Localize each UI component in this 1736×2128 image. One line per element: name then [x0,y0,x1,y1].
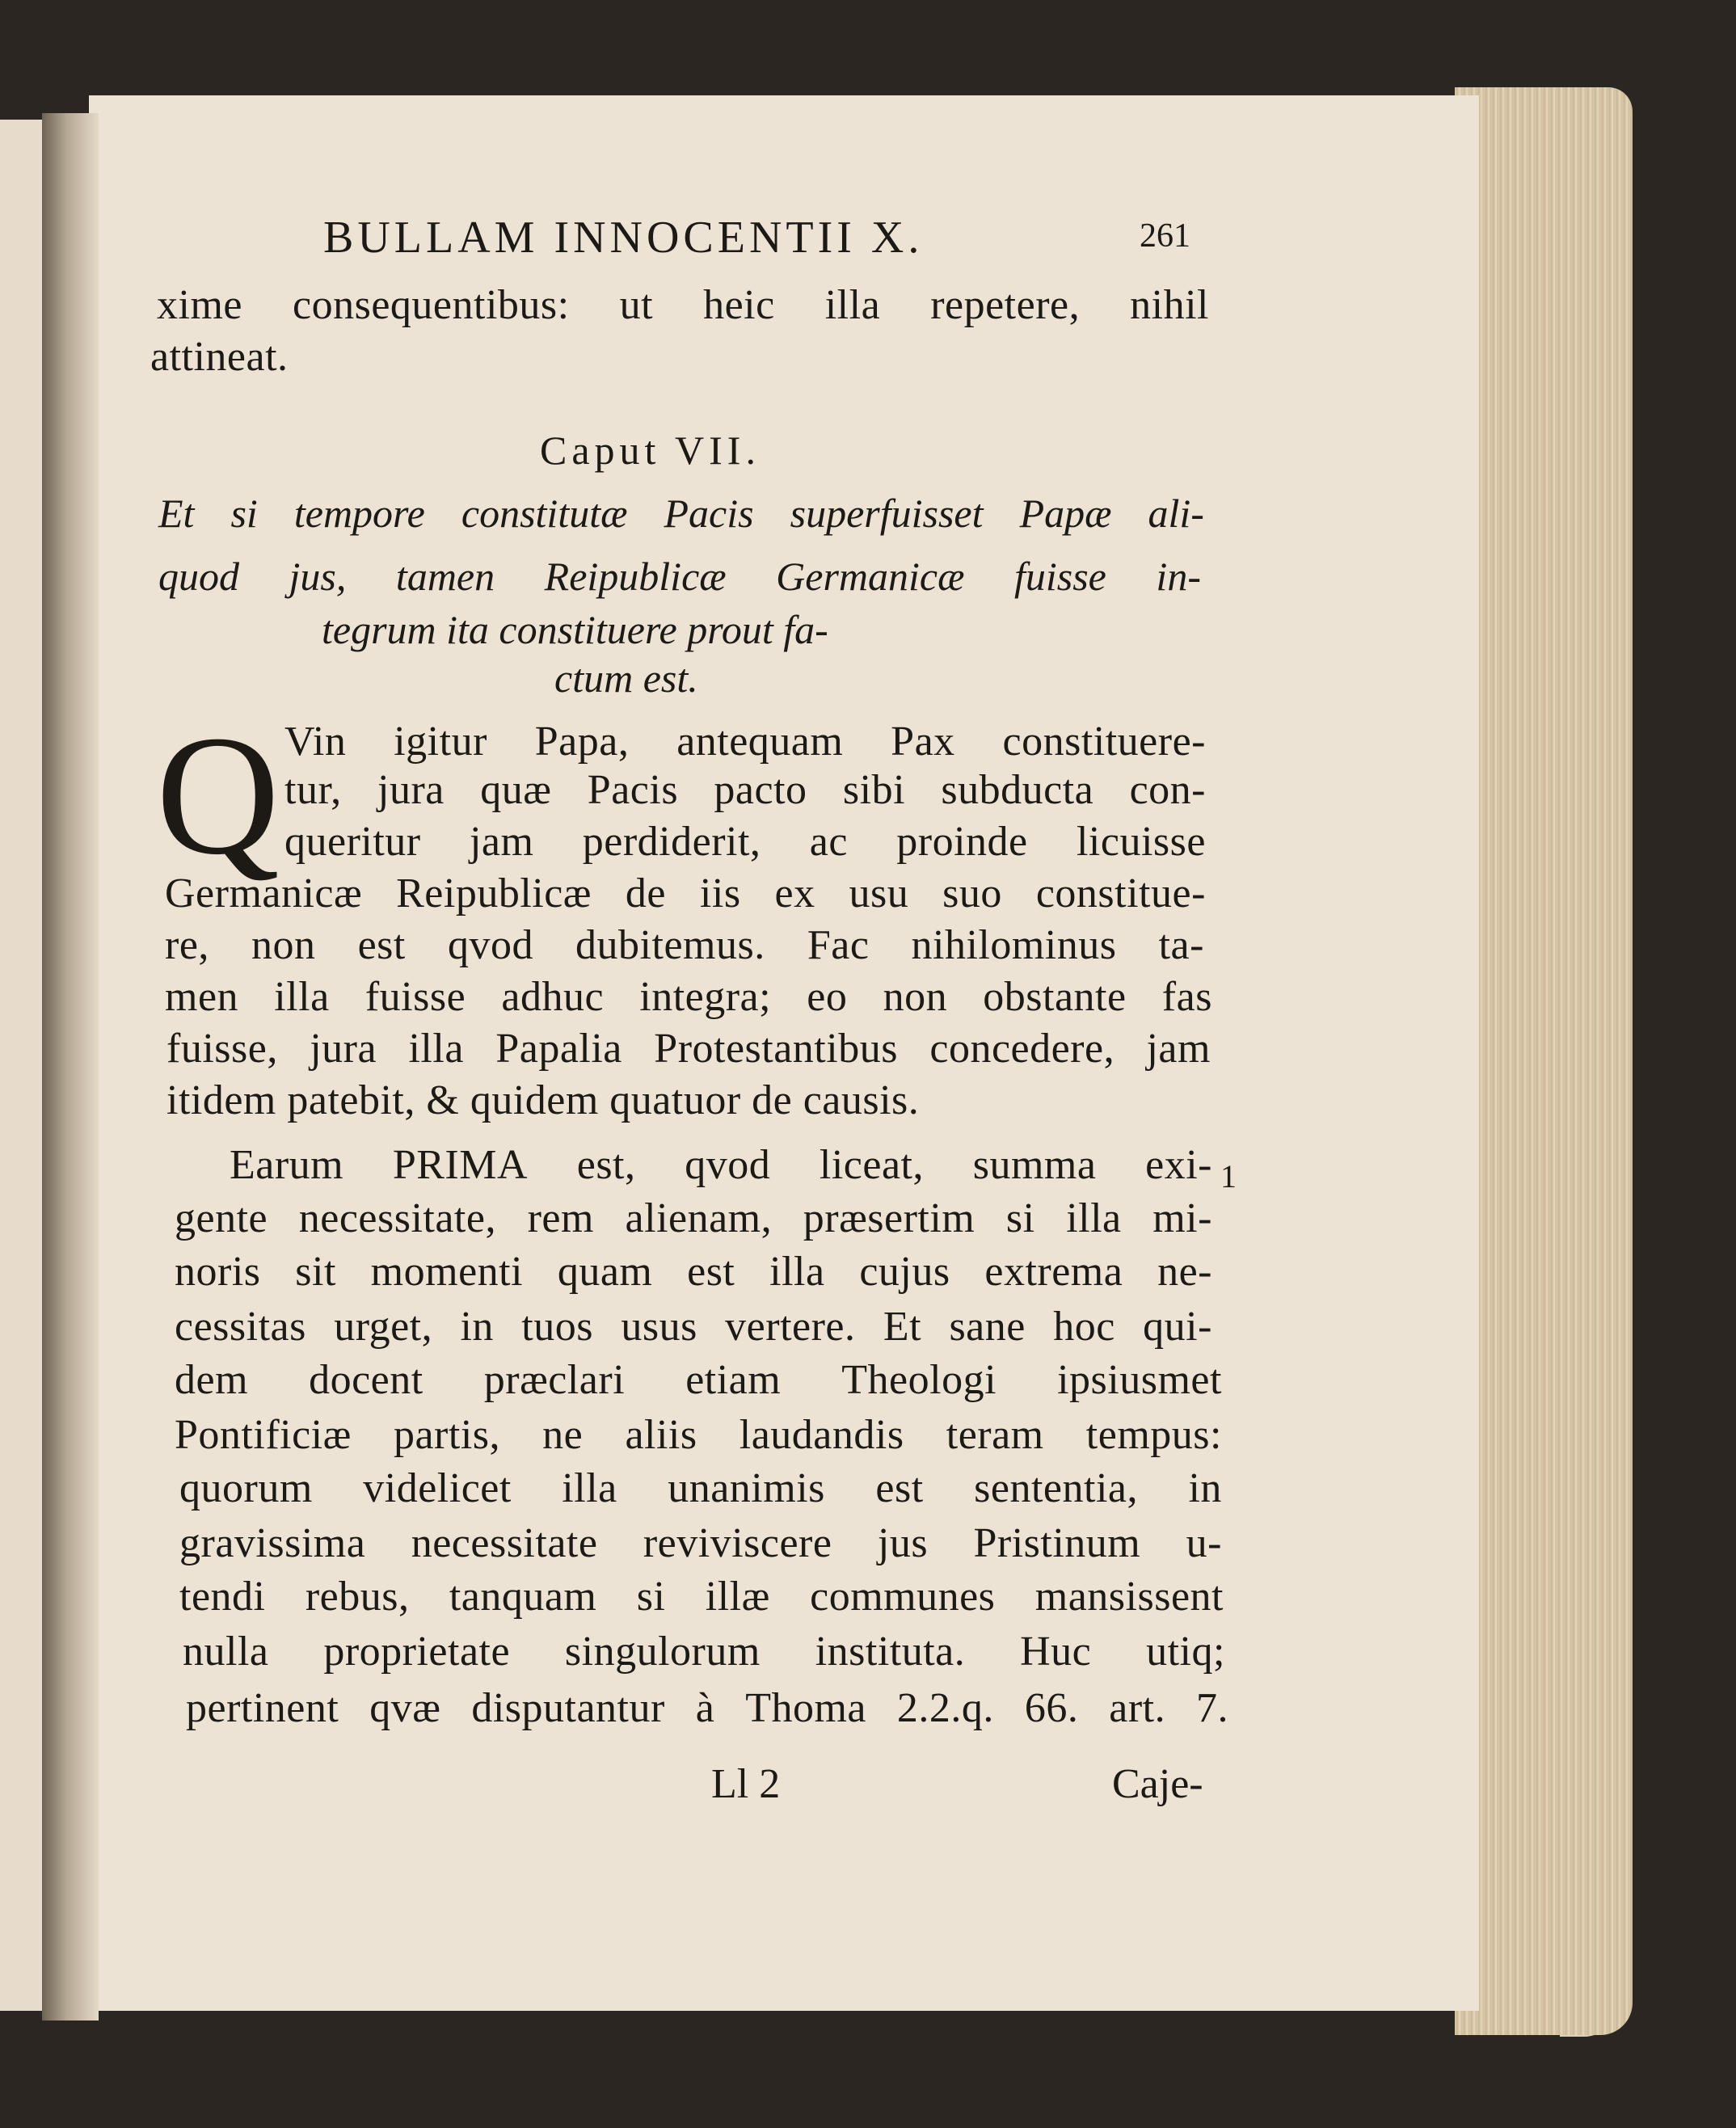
text-line: tur, jura quæ Pacis pacto sibi subducta con- [284,767,1206,813]
text-line: gente necessitate, rem alienam, præsertim si illa mi- [175,1195,1212,1241]
text-line: cessitas urget, in tuos usus vertere. Et sane hoc qui- [175,1304,1212,1350]
text-line: gravissima necessitate reviviscere jus Pristinum u- [179,1520,1222,1566]
chapter-heading: Caput VII. [540,428,761,473]
text-line: Earum PRIMA est, qvod liceat, summa exi- [230,1142,1212,1188]
chapter-subtitle-line: tegrum ita constituere prout fa- [322,607,828,652]
text-line: Vin igitur Papa, antequam Pax constituere- [284,718,1206,765]
text-line: tendi rebus, tanquam si illæ communes mansissent [179,1574,1224,1620]
text-line: queritur jam perdiderit, ac proinde licuisse [284,819,1206,865]
text-line: nulla proprietate singulorum instituta. Huc utiq; [183,1629,1225,1675]
text-line: noris sit momenti quam est illa cujus extrema ne- [175,1249,1212,1295]
signature-mark: Ll 2 [711,1761,781,1807]
chapter-subtitle-line: ctum est. [554,655,698,701]
text-line: dem docent præclari etiam Theologi ipsiusmet [175,1357,1222,1403]
text-line: Germanicæ Reipublicæ de iis ex usu suo constitue- [165,870,1206,917]
margin-note: 1 [1220,1158,1237,1195]
text-line: re, non est qvod dubitemus. Fac nihilominus ta- [165,922,1204,968]
text-line: itidem patebit, & quidem quatuor de causis. [166,1077,920,1123]
text-line: attineat. [150,334,289,380]
text-line: Pontificiæ partis, ne aliis laudandis teram tempus: [175,1412,1222,1458]
catchword: Caje- [1112,1761,1203,1807]
page-number: 261 [1140,217,1190,255]
running-title: BULLAM INNOCENTII X. [323,213,924,263]
chapter-subtitle-line: Et si tempore constitutæ Pacis superfuisset Papæ ali- [158,491,1204,536]
text-line: pertinent qvæ disputantur à Thoma 2.2.q. 66. art. 7. [186,1685,1228,1731]
text-line: quorum videlicet illa unanimis est sententia, in [179,1465,1222,1511]
text-line: xime consequentibus: ut heic illa repetere, nihil [157,282,1209,328]
text-line: men illa fuisse adhuc integra; eo non obstante fas [165,974,1212,1020]
text-line: fuisse, jura illa Papalia Protestantibus concedere, jam [166,1026,1211,1072]
chapter-subtitle-line: quod jus, tamen Reipublicæ Germanicæ fuisse in- [158,554,1201,599]
drop-cap: Q [156,700,280,890]
